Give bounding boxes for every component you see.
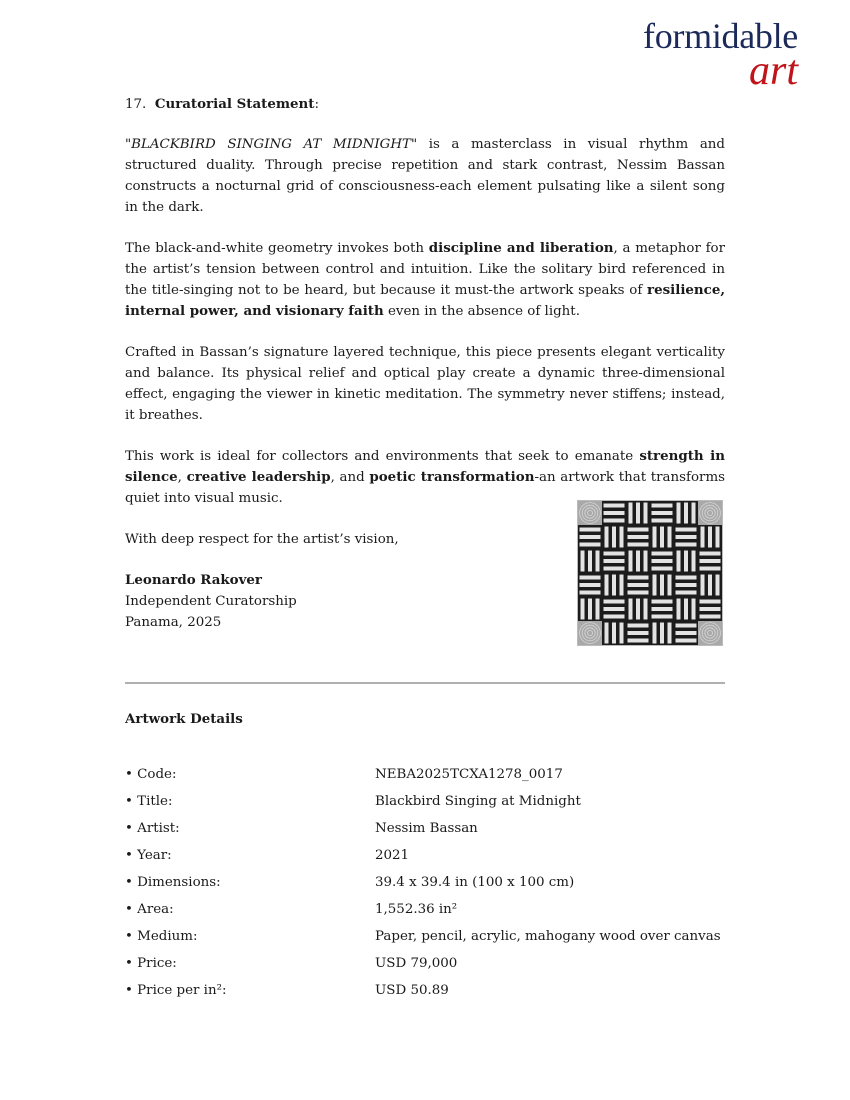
detail-key: • Title: — [125, 794, 173, 809]
detail-row — [125, 818, 745, 845]
detail-row — [125, 845, 745, 872]
paragraph-1 — [125, 134, 725, 218]
artwork-image — [578, 501, 722, 645]
section-number: 17. — [125, 97, 147, 112]
paragraph-4-text-4: -an artwork that transforms quiet into visual music. — [125, 470, 726, 506]
signature-place: Panama, 2025 — [125, 615, 222, 630]
detail-row — [125, 791, 745, 818]
detail-row — [125, 872, 745, 899]
details-title: Artwork Details — [125, 711, 243, 727]
detail-row — [125, 899, 745, 926]
paragraph-2-text-3: even in the absence of light. — [383, 304, 580, 319]
detail-row — [125, 764, 745, 791]
detail-value: 2021 — [375, 848, 410, 863]
detail-key: • Price: — [125, 956, 177, 971]
logo-line-formidable: formidable — [643, 16, 798, 56]
detail-row — [125, 980, 745, 1007]
detail-value: 1,552.36 in² — [375, 902, 458, 917]
artwork-details-list — [125, 764, 745, 1007]
paragraph-4-bold-2: creative leadership — [186, 469, 331, 485]
paragraph-2-bold-1: discipline and liberation — [428, 240, 614, 256]
detail-key: • Medium: — [125, 929, 198, 944]
paragraph-4-text-1: This work is ideal for collectors and environments that seek to emanate — [125, 449, 640, 464]
artwork-title-quote: "BLACKBIRD SINGING AT MIDNIGHT" — [125, 137, 418, 152]
section-title: Curatorial Statement — [154, 96, 315, 112]
signature-role: Independent Curatorship — [125, 594, 297, 609]
paragraph-4-text-2: , — [177, 470, 187, 485]
detail-key: • Code: — [125, 767, 177, 782]
detail-key: • Price per in²: — [125, 983, 227, 998]
paragraph-2 — [125, 238, 725, 322]
detail-key: • Dimensions: — [125, 875, 221, 890]
artwork-thumbnail — [577, 500, 723, 646]
detail-value: 39.4 x 39.4 in (100 x 100 cm) — [375, 875, 575, 890]
paragraph-1-text: is a masterclass in visual rhythm and structured duality. Through precise repetition and stark contrast, Nessim Bassan constructs a nocturnal grid of consciousness-each element pulsating like a silent song in the dark. — [125, 137, 725, 215]
section-heading — [125, 94, 725, 115]
detail-value: NEBA2025TCXA1278_0017 — [375, 767, 563, 782]
paragraph-2-bold-2: resilience, internal power, and visionary faith — [125, 282, 725, 319]
signature-name: Leonardo Rakover — [125, 572, 262, 588]
detail-value: USD 79,000 — [375, 956, 458, 971]
section-suffix: : — [314, 97, 319, 112]
detail-key: • Year: — [125, 848, 172, 863]
paragraph-2-text-2: , a metaphor for the artist’s tension between control and intuition. Like the solitary bird referenced in the title-singing not to be heard, but because it must-the artwork speaks of — [125, 241, 725, 298]
detail-row — [125, 953, 745, 980]
paragraph-4-bold-1: strength in silence — [125, 448, 725, 485]
paragraph-4-bold-3: poetic transformation — [369, 469, 535, 485]
brand-logo — [643, 18, 798, 92]
detail-value: Paper, pencil, acrylic, mahogany wood over canvas — [375, 929, 721, 944]
detail-value: Nessim Bassan — [375, 821, 478, 836]
section-divider — [125, 682, 725, 684]
closing-line: With deep respect for the artist’s vision, — [125, 532, 399, 547]
detail-key: • Area: — [125, 902, 174, 917]
paragraph-2-text-1: The black-and-white geometry invokes both — [125, 241, 429, 256]
paragraph-4-text-3: , and — [330, 470, 370, 485]
logo-line-art: art — [748, 48, 798, 94]
paragraph-3: Crafted in Bassan’s signature layered technique, this piece presents elegant verticality and balance. Its physical relief and optical play create a dynamic three-dimensional effect, engaging the viewer in kinetic meditation. The symmetry never stiffens; instead, it breathes. — [125, 345, 725, 423]
detail-value: USD 50.89 — [375, 983, 449, 998]
detail-key: • Artist: — [125, 821, 180, 836]
detail-value: Blackbird Singing at Midnight — [375, 794, 581, 809]
detail-row — [125, 926, 745, 953]
